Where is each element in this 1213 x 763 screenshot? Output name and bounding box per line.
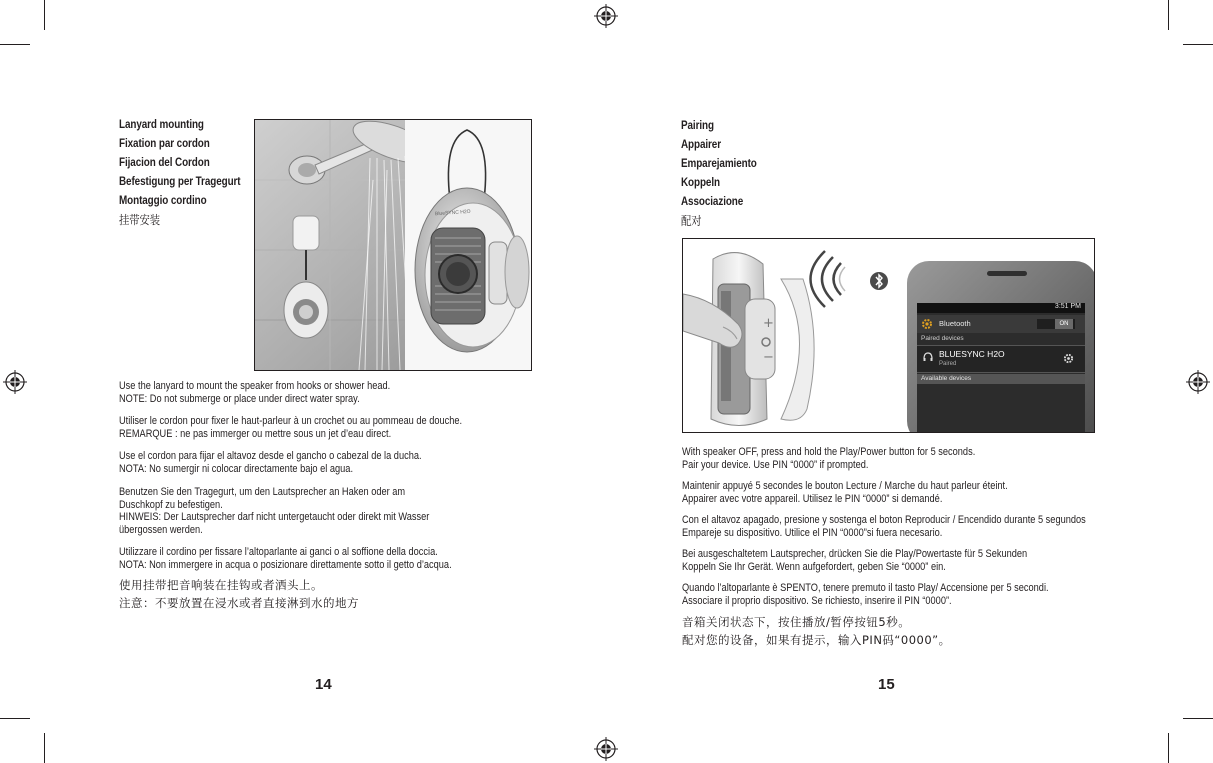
left-heading-list [119, 116, 241, 230]
heading-it: Associazione [681, 196, 744, 208]
heading-it: Montaggio cordino [119, 195, 207, 207]
text-line: Empareje su dispositivo. Utilice el PIN “0000”si fuera necesario. [682, 526, 943, 539]
text-line: 注意：不要放置在浸水或者直接淋到水的地方 [119, 596, 359, 610]
crop-mark [0, 718, 30, 719]
svg-text:−: − [763, 350, 774, 365]
right-paragraph-es [682, 514, 1086, 539]
heading-zh: 配对 [681, 214, 702, 228]
right-paragraph-fr [682, 480, 1008, 505]
text-line: Pair your device. Use PIN “0000” if prompted. [682, 458, 869, 471]
text-line: Maintenir appuyé 5 secondes le bouton Lecture / Marche du haut parleur éteint. [682, 480, 1008, 492]
svg-text:+: + [763, 316, 774, 331]
registration-mark-icon [1186, 370, 1210, 394]
phone-screen [917, 303, 1085, 433]
text-line: Utiliser le cordon pour fixer le haut-parleur à un crochet ou au pommeau de douche. [119, 415, 463, 427]
text-line: Bei ausgeschaltetem Lautsprecher, drücken Sie die Play/Powertaste für 5 Sekunden [682, 548, 1028, 560]
text-line: 配对您的设备，如果有提示，输入PIN码“0000”。 [682, 633, 951, 647]
bluetooth-settings-row[interactable] [917, 315, 1085, 333]
page-number-right: 15 [878, 676, 895, 693]
page-number-left: 14 [315, 676, 332, 693]
right-paragraph-it [682, 582, 1049, 607]
left-paragraph-fr [119, 415, 462, 440]
text-line: REMARQUE : ne pas immerger ou mettre sous un jet d’eau direct. [119, 427, 392, 440]
bluetooth-toggle[interactable] [1037, 319, 1075, 329]
left-paragraph-de [119, 486, 429, 536]
heading-en: Lanyard mounting [119, 119, 204, 131]
crop-mark [1183, 44, 1213, 45]
text-line: HINWEIS: Der Lautsprecher darf nicht untergetaucht oder direkt mit Wasser [119, 511, 430, 523]
left-paragraph-it [119, 546, 452, 571]
heading-en: Pairing [681, 120, 714, 132]
heading-es: Fijacion del Cordon [119, 157, 210, 169]
toggle-label: ON [1055, 319, 1073, 329]
device-name: BLUESYNC H2O [939, 349, 1005, 359]
text-line: Associare il proprio dispositivo. Se richiesto, inserire il PIN “0000”. [682, 594, 952, 607]
available-devices-header [917, 374, 1085, 384]
bluetooth-label: Bluetooth [939, 319, 971, 328]
heading-fr: Appairer [681, 139, 721, 151]
status-bar [917, 303, 1085, 313]
text-line: 使用挂带把音响装在挂钩或者洒头上。 [119, 578, 323, 592]
right-paragraph-de [682, 548, 1027, 573]
heading-de: Koppeln [681, 177, 720, 189]
crop-mark [0, 44, 30, 45]
right-paragraph-en [682, 446, 975, 471]
right-heading-list [681, 117, 757, 231]
text-line: Benutzen Sie den Tragegurt, um den Lautsprecher an Haken oder am [119, 486, 406, 498]
gear-icon[interactable] [1063, 353, 1074, 364]
left-paragraph-en [119, 380, 390, 405]
left-paragraph-zh [119, 576, 359, 612]
bluetooth-icon [869, 271, 889, 291]
right-paragraph-zh [682, 613, 951, 649]
crop-mark [1168, 733, 1169, 763]
crop-mark [44, 0, 45, 30]
paired-device-row[interactable] [917, 345, 1085, 373]
pairing-figure [682, 238, 1095, 433]
phone [907, 261, 1095, 433]
status-time: 3:51 PM [1054, 303, 1081, 310]
lanyard-figure [254, 119, 532, 371]
text-line: Use the lanyard to mount the speaker from hooks or shower head. [119, 380, 391, 392]
heading-fr: Fixation par cordon [119, 138, 210, 150]
heading-de: Befestigung per Tragegurt [119, 176, 241, 188]
registration-mark-icon [594, 737, 618, 761]
text-line: Quando l’altoparlante è SPENTO, tenere premuto il tasto Play/ Accensione per 5 secondi. [682, 582, 1049, 594]
available-devices-label: Available devices [921, 375, 972, 382]
text-line: NOTE: Do not submerge or place under direct water spray. [119, 392, 360, 405]
text-line: Con el altavoz apagado, presione y sostenga el boton Reproducir / Encendido durante 5 segundos [682, 514, 1086, 526]
headphones-icon [923, 352, 933, 362]
text-line: NOTA: Non immergere in acqua o posizionare direttamente sotto il getto d’acqua. [119, 558, 452, 571]
crop-mark [44, 733, 45, 763]
speaker-logo: BlueSYNC H2O [434, 208, 471, 218]
crop-mark [1183, 718, 1213, 719]
phone-earpiece [987, 271, 1027, 276]
left-paragraph-es [119, 450, 422, 475]
text-line: NOTA: No sumergir ni colocar directamente bajo el agua. [119, 462, 354, 475]
text-line: übergossen werden. [119, 523, 203, 536]
paired-devices-header: Paired devices [921, 335, 964, 342]
registration-mark-icon [3, 370, 27, 394]
device-status: Paired [939, 361, 957, 367]
heading-es: Emparejamiento [681, 158, 757, 170]
gear-icon [921, 318, 933, 330]
registration-mark-icon [594, 4, 618, 28]
text-line: 音箱关闭状态下，按住播放/暂停按钮5秒。 [682, 615, 911, 629]
text-line: Use el cordon para fijar el altavoz desde el gancho o cabezal de la ducha. [119, 450, 422, 462]
text-line: Duschkopf zu befestigen. [119, 498, 223, 511]
heading-zh: 挂带安装 [119, 213, 160, 227]
crop-mark [1168, 0, 1169, 30]
text-line: Utilizzare il cordino per fissare l’altoparlante ai ganci o al soffione della doccia. [119, 546, 438, 558]
text-line: Appairer avec votre appareil. Utilisez le PIN “0000” si demandé. [682, 492, 943, 505]
text-line: With speaker OFF, press and hold the Play/Power button for 5 seconds. [682, 446, 976, 458]
text-line: Koppeln Sie Ihr Gerät. Wenn aufgefordert, geben Sie “0000” ein. [682, 560, 946, 573]
